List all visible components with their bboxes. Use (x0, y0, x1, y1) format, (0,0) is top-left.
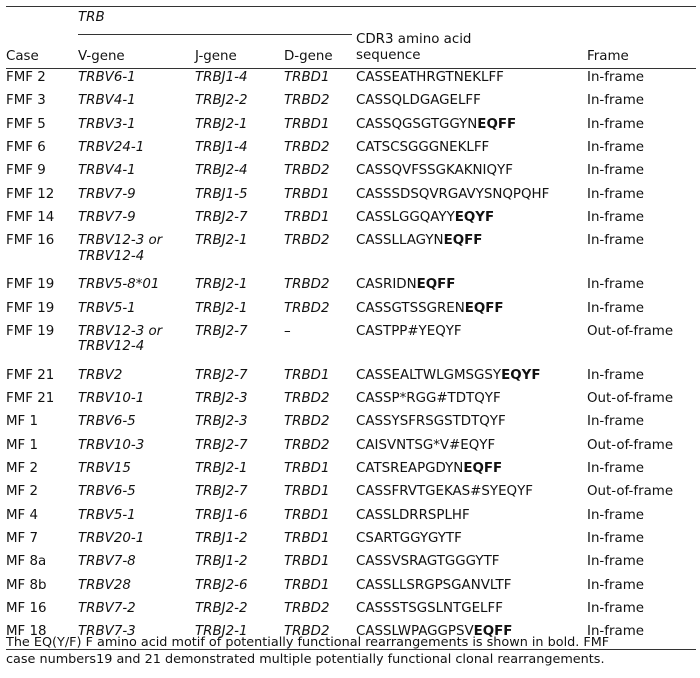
v-gene-text: TRBV3-1 (78, 116, 136, 132)
d-gene-cell: TRBD1 (284, 461, 330, 477)
j-gene-cell: TRBJ2-6 (195, 577, 248, 593)
j-gene-cell: TRBJ2-3 (195, 391, 248, 407)
header-trb-label: TRB (78, 10, 105, 25)
d-gene-cell: TRBD1 (284, 484, 330, 500)
j-gene-cell: TRBJ2-1 (195, 233, 248, 249)
cdr3-motif-bold: EQFF (473, 624, 513, 640)
v-gene-text: TRBV24-1 (78, 140, 145, 156)
v-gene-text: TRBV2 (78, 367, 123, 383)
cdr3-motif-bold: EQFF (464, 300, 504, 316)
d-gene-cell: TRBD2 (284, 600, 330, 616)
case-cell: FMF 19 (6, 323, 55, 339)
table-row (6, 483, 696, 506)
table-row (6, 530, 696, 553)
j-gene-cell: TRBJ1-4 (195, 70, 248, 86)
header-cdr3 (356, 32, 587, 69)
cdr3-sequence: CASSLDRRSPLHF (356, 507, 470, 523)
table-row (6, 437, 696, 460)
d-gene-cell: TRBD2 (284, 93, 330, 109)
frame-cell: In-frame (587, 93, 644, 109)
cdr3-cell (356, 437, 587, 460)
cdr3-cell (356, 116, 587, 139)
case-cell: MF 8b (6, 577, 47, 593)
table-row (6, 323, 696, 367)
v-gene-cell (78, 530, 195, 553)
frame-cell: In-frame (587, 577, 644, 593)
frame-cell: Out-of-frame (587, 323, 674, 339)
table-row (6, 116, 696, 139)
cdr3-sequence: CASRIDN (356, 277, 417, 293)
header-j-gene: J-gene (195, 32, 284, 69)
cdr3-cell (356, 413, 587, 436)
j-gene-cell: TRBJ2-1 (195, 277, 248, 293)
frame-cell: Out-of-frame (587, 391, 674, 407)
v-gene-text: TRBV7-9 (78, 209, 136, 225)
cdr3-cell (356, 507, 587, 530)
table-row (6, 276, 696, 299)
d-gene-cell: TRBD2 (284, 414, 330, 430)
frame-cell: In-frame (587, 70, 644, 86)
table-row (6, 186, 696, 209)
cdr3-sequence: CSARTGGYGYTF (356, 530, 462, 546)
j-gene-cell: TRBJ2-7 (195, 484, 248, 500)
cdr3-cell (356, 186, 587, 209)
frame-cell: In-frame (587, 277, 644, 293)
header-case: Case (6, 32, 78, 69)
case-cell: FMF 6 (6, 140, 46, 156)
d-gene-cell: TRBD1 (284, 70, 330, 86)
cdr3-motif-bold: EQYF (454, 209, 495, 225)
frame-cell: Out-of-frame (587, 437, 674, 453)
v-gene-text: TRBV7-2 (78, 600, 136, 616)
header-cdr3-line2: sequence (356, 48, 421, 64)
case-cell: MF 2 (6, 484, 39, 500)
cdr3-cell (356, 209, 587, 232)
d-gene-cell: TRBD2 (284, 233, 330, 249)
d-gene-cell: TRBD2 (284, 391, 330, 407)
frame-cell: In-frame (587, 140, 644, 156)
cdr3-sequence: CASSYSFRSGSTDTQYF (356, 414, 506, 430)
case-cell: FMF 21 (6, 367, 55, 383)
v-gene-cell (78, 323, 195, 367)
j-gene-cell: TRBJ2-7 (195, 367, 248, 383)
header-frame: Frame (587, 32, 696, 69)
cdr3-cell (356, 600, 587, 623)
j-gene-cell: TRBJ2-2 (195, 600, 248, 616)
table-row (6, 162, 696, 185)
case-cell: MF 2 (6, 461, 39, 477)
v-gene-cell (78, 577, 195, 600)
v-gene-cell (78, 413, 195, 436)
d-gene-cell: TRBD1 (284, 577, 330, 593)
d-gene-cell: TRBD1 (284, 116, 330, 132)
frame-cell: In-frame (587, 163, 644, 179)
j-gene-cell: TRBJ2-1 (195, 461, 248, 477)
cdr3-sequence: CASSSDSQVRGAVYSNQPQHF (356, 186, 550, 202)
cdr3-sequence: CASSLWPAGGPSV (356, 624, 474, 640)
d-gene-cell: TRBD1 (284, 209, 330, 225)
header-blank-2 (356, 7, 587, 33)
cdr3-sequence: CASSVSRAGTGGGYTF (356, 554, 500, 570)
table-row (6, 92, 696, 115)
frame-cell: In-frame (587, 300, 644, 316)
j-gene-cell: TRBJ2-7 (195, 437, 248, 453)
v-gene-text: TRBV10-3 (78, 437, 145, 453)
frame-cell: In-frame (587, 233, 644, 249)
table-footnote (6, 635, 696, 668)
v-gene-cell (78, 460, 195, 483)
j-gene-cell: TRBJ2-7 (195, 323, 248, 339)
d-gene-cell: TRBD1 (284, 186, 330, 202)
cdr3-sequence: CAISVNTSG*V#EQYF (356, 437, 496, 453)
v-gene-cell (78, 553, 195, 576)
d-gene-cell: TRBD2 (284, 437, 330, 453)
case-cell: FMF 14 (6, 209, 55, 225)
j-gene-cell: TRBJ1-5 (195, 186, 248, 202)
v-gene-text: TRBV28 (78, 577, 131, 593)
table-row (6, 367, 696, 390)
v-gene-cell (78, 92, 195, 115)
header-v-gene: V-gene (78, 32, 195, 69)
v-gene-cell (78, 507, 195, 530)
j-gene-cell: TRBJ1-6 (195, 507, 248, 523)
cdr3-cell (356, 530, 587, 553)
frame-cell: In-frame (587, 414, 644, 430)
header-blank (6, 7, 78, 33)
case-cell: FMF 2 (6, 70, 46, 86)
frame-cell: In-frame (587, 623, 696, 650)
frame-cell: In-frame (587, 209, 644, 225)
cdr3-sequence: CASSLGGQAYY (356, 209, 455, 225)
case-cell: FMF 5 (6, 116, 46, 132)
v-gene-text: TRBV12-3 or (78, 323, 163, 339)
d-gene-cell: TRBD1 (284, 554, 330, 570)
v-gene-cell (78, 139, 195, 162)
j-gene-cell: TRBJ2-4 (195, 163, 248, 179)
cdr3-sequence: CASSGTSSGREN (356, 300, 465, 316)
header-trb-group (78, 7, 356, 33)
case-cell: MF 4 (6, 507, 39, 523)
v-gene-cell (78, 367, 195, 390)
cdr3-cell (356, 553, 587, 576)
v-gene-cell (78, 300, 195, 323)
case-cell: MF 8a (6, 554, 47, 570)
cdr3-cell (356, 139, 587, 162)
v-gene-text: TRBV4-1 (78, 93, 136, 109)
header-d-gene: D-gene (284, 32, 356, 69)
v-gene-cell (78, 69, 195, 93)
v-gene-cell (78, 276, 195, 299)
table-row (6, 209, 696, 232)
frame-cell: In-frame (587, 186, 644, 202)
case-cell: MF 18 (6, 623, 78, 650)
table-header (6, 7, 696, 69)
j-gene-cell: TRBJ1-2 (195, 530, 248, 546)
cdr3-cell (356, 323, 587, 367)
cdr3-sequence: CASSQLDGAGELFF (356, 93, 481, 109)
cdr3-cell (356, 390, 587, 413)
j-gene-cell: TRBJ2-2 (195, 93, 248, 109)
cdr3-sequence: CASSEALTWLGMSGSY (356, 367, 502, 383)
cdr3-motif-bold: EQFF (443, 233, 483, 249)
v-gene-cell (78, 483, 195, 506)
j-gene-cell: TRBJ2-3 (195, 414, 248, 430)
v-gene-text-alt: TRBV12-4 (78, 339, 145, 355)
cdr3-sequence: CASTPP#YEQYF (356, 323, 462, 339)
header-blank-3 (587, 7, 696, 33)
frame-cell: In-frame (587, 461, 644, 477)
d-gene-cell: TRBD2 (284, 277, 330, 293)
case-cell: FMF 12 (6, 186, 55, 202)
v-gene-cell (78, 162, 195, 185)
case-cell: FMF 16 (6, 233, 55, 249)
table-row (6, 232, 696, 276)
case-cell: FMF 21 (6, 391, 55, 407)
d-gene-cell: – (284, 323, 291, 339)
d-gene-cell: TRBD2 (284, 163, 330, 179)
case-cell: MF 1 (6, 437, 39, 453)
trb-group-rule (78, 34, 352, 35)
table-row (6, 553, 696, 576)
cdr3-motif-bold: EQFF (477, 116, 517, 132)
cdr3-sequence: CASSP*RGG#TDTQYF (356, 391, 501, 407)
d-gene-cell: TRBD1 (284, 507, 330, 523)
tcr-rearrangement-table (6, 6, 696, 650)
v-gene-text: TRBV7-9 (78, 186, 136, 202)
cdr3-sequence: CASSFRVTGEKAS#SYEQYF (356, 484, 533, 500)
cdr3-cell (356, 232, 587, 276)
j-gene-cell: TRBJ1-2 (195, 554, 248, 570)
cdr3-cell (356, 483, 587, 506)
cdr3-cell (356, 460, 587, 483)
cdr3-cell (356, 276, 587, 299)
frame-cell: In-frame (587, 367, 644, 383)
table-row (6, 413, 696, 436)
frame-cell: In-frame (587, 554, 644, 570)
table-body (6, 69, 696, 650)
v-gene-text: TRBV7-8 (78, 554, 136, 570)
cdr3-cell (356, 577, 587, 600)
cdr3-sequence: CASSQVFSSGKAKNIQYF (356, 163, 513, 179)
table-row (6, 600, 696, 623)
v-gene-text: TRBV7-3 (78, 624, 136, 640)
v-gene-text-alt: TRBV12-4 (78, 248, 145, 264)
cdr3-motif-bold: EQFF (416, 277, 456, 293)
v-gene-text: TRBV6-5 (78, 414, 136, 430)
cdr3-sequence: CASSQGSGTGGYN (356, 116, 478, 132)
j-gene-cell: TRBJ2-1 (195, 300, 248, 316)
table-row (6, 69, 696, 93)
v-gene-cell (78, 232, 195, 276)
v-gene-cell (78, 600, 195, 623)
case-cell: MF 7 (6, 530, 39, 546)
cdr3-cell (356, 300, 587, 323)
table-row (6, 139, 696, 162)
d-gene-cell: TRBD2 (284, 140, 330, 156)
v-gene-text: TRBV15 (78, 461, 131, 477)
d-gene-cell: TRBD1 (284, 530, 330, 546)
cdr3-sequence: CASSSTSGSLNTGELFF (356, 600, 503, 616)
table-row (6, 390, 696, 413)
v-gene-text: TRBV20-1 (78, 530, 145, 546)
v-gene-cell (78, 390, 195, 413)
header-cdr3-line1: CDR3 amino acid (356, 32, 472, 47)
d-gene-cell: TRBD2 (284, 623, 356, 650)
v-gene-text: TRBV5-1 (78, 507, 136, 523)
frame-cell: In-frame (587, 116, 644, 132)
d-gene-cell: TRBD1 (284, 367, 330, 383)
cdr3-sequence: CASSLLSRGPSGANVLTF (356, 577, 512, 593)
frame-cell: In-frame (587, 600, 644, 616)
j-gene-cell: TRBJ1-4 (195, 140, 248, 156)
table-row (6, 577, 696, 600)
cdr3-sequence: CATSCSGGGNEKLFF (356, 140, 490, 156)
table-row (6, 300, 696, 323)
case-cell: MF 1 (6, 414, 39, 430)
v-gene-text: TRBV6-5 (78, 484, 136, 500)
v-gene-text: TRBV6-1 (78, 70, 136, 86)
table-row (6, 460, 696, 483)
frame-cell: In-frame (587, 530, 644, 546)
cdr3-cell (356, 162, 587, 185)
cdr3-cell (356, 367, 587, 390)
j-gene-cell: TRBJ2-1 (195, 116, 248, 132)
cdr3-motif-bold: EQFF (463, 461, 503, 477)
cdr3-sequence: CASSEATHRGTNEKLFF (356, 70, 504, 86)
table-row (6, 507, 696, 530)
v-gene-text: TRBV5-8*01 (78, 277, 160, 293)
v-gene-text: TRBV10-1 (78, 391, 145, 407)
j-gene-cell: TRBJ2-1 (195, 623, 284, 650)
case-cell: MF 16 (6, 600, 47, 616)
cdr3-motif-bold: EQYF (501, 367, 541, 383)
case-cell: FMF 19 (6, 277, 55, 293)
cdr3-sequence: CATSREAPGDYN (356, 461, 464, 477)
cdr3-cell (356, 69, 587, 93)
v-gene-text: TRBV4-1 (78, 163, 136, 179)
v-gene-cell (78, 116, 195, 139)
j-gene-cell: TRBJ2-7 (195, 209, 248, 225)
v-gene-cell (78, 209, 195, 232)
v-gene-cell (78, 186, 195, 209)
footnote-line1: The EQ(Y/F) F amino acid motif of potentially functional rearrangements is shown in bold. FMF (6, 635, 610, 650)
case-cell: FMF 9 (6, 163, 46, 179)
cdr3-cell (356, 92, 587, 115)
v-gene-cell (78, 437, 195, 460)
frame-cell: In-frame (587, 507, 644, 523)
case-cell: FMF 3 (6, 93, 46, 109)
v-gene-text: TRBV12-3 or (78, 233, 163, 249)
footnote-line2: case numbers19 and 21 demonstrated multiple potentially functional clonal rearrangements. (6, 651, 605, 667)
cdr3-sequence: CASSLLAGYN (356, 233, 444, 249)
v-gene-text: TRBV5-1 (78, 300, 136, 316)
case-cell: FMF 19 (6, 300, 55, 316)
d-gene-cell: TRBD2 (284, 300, 330, 316)
frame-cell: Out-of-frame (587, 484, 674, 500)
